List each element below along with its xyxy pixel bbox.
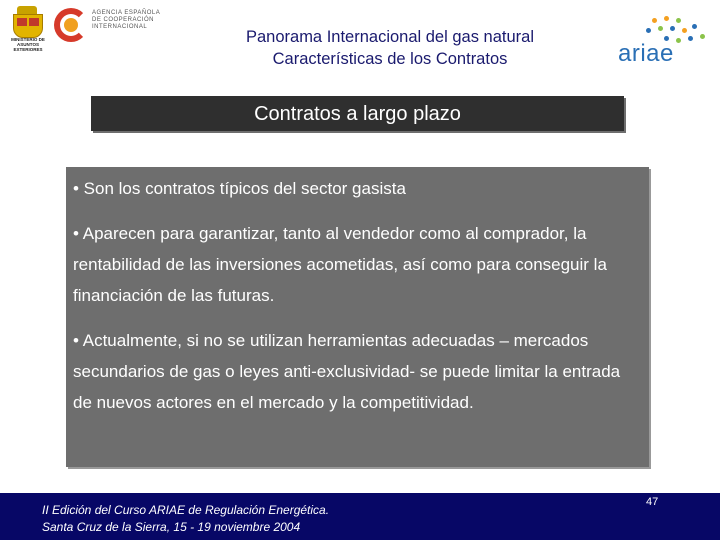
section-banner: Contratos a largo plazo [91,96,624,131]
crown-icon [17,6,37,14]
footer-course-info [42,502,329,536]
spain-coat-of-arms-logo [8,6,46,52]
bullet-item: • Aparecen para garantizar, tanto al vendedor como al comprador, la rentabilidad de las inversiones acometidas, así como para conseguir la financiación de las futuras. [73,224,607,305]
page-title [170,26,610,70]
footer-line-2: Santa Cruz de la Sierra, 15 - 19 noviembre 2004 [42,520,301,534]
shield-icon [13,14,43,38]
page-number: 47 [646,496,659,508]
ariae-wordmark: ariae [618,40,674,67]
institution-logos [8,6,158,54]
bullet-item: • Son los contratos típicos del sector gasista [73,179,406,198]
bullet-item: • Actualmente, si no se utilizan herramientas adecuadas – mercados secundarios de gas o leyes anti-exclusividad- se puede limitar la entrada de nuevos actores en el mercado y la competitividad. [73,331,621,412]
footer-bar [0,493,720,540]
footer-line-1: II Edición del Curso ARIAE de Regulación Energética. [42,503,330,517]
aeci-logo-dot [64,18,78,32]
ministry-label: MINISTERIO DE ASUNTOS EXTERIORES [11,37,45,52]
title-line-2: Características de los Contratos [272,50,508,68]
ariae-logo [612,14,712,70]
content-box [66,167,649,467]
agency-name: AGENCIA ESPAÑOLA DE COOPERACIÓN INTERNACIONAL [92,10,160,30]
title-line-1: Panorama Internacional del gas natural [245,28,535,46]
